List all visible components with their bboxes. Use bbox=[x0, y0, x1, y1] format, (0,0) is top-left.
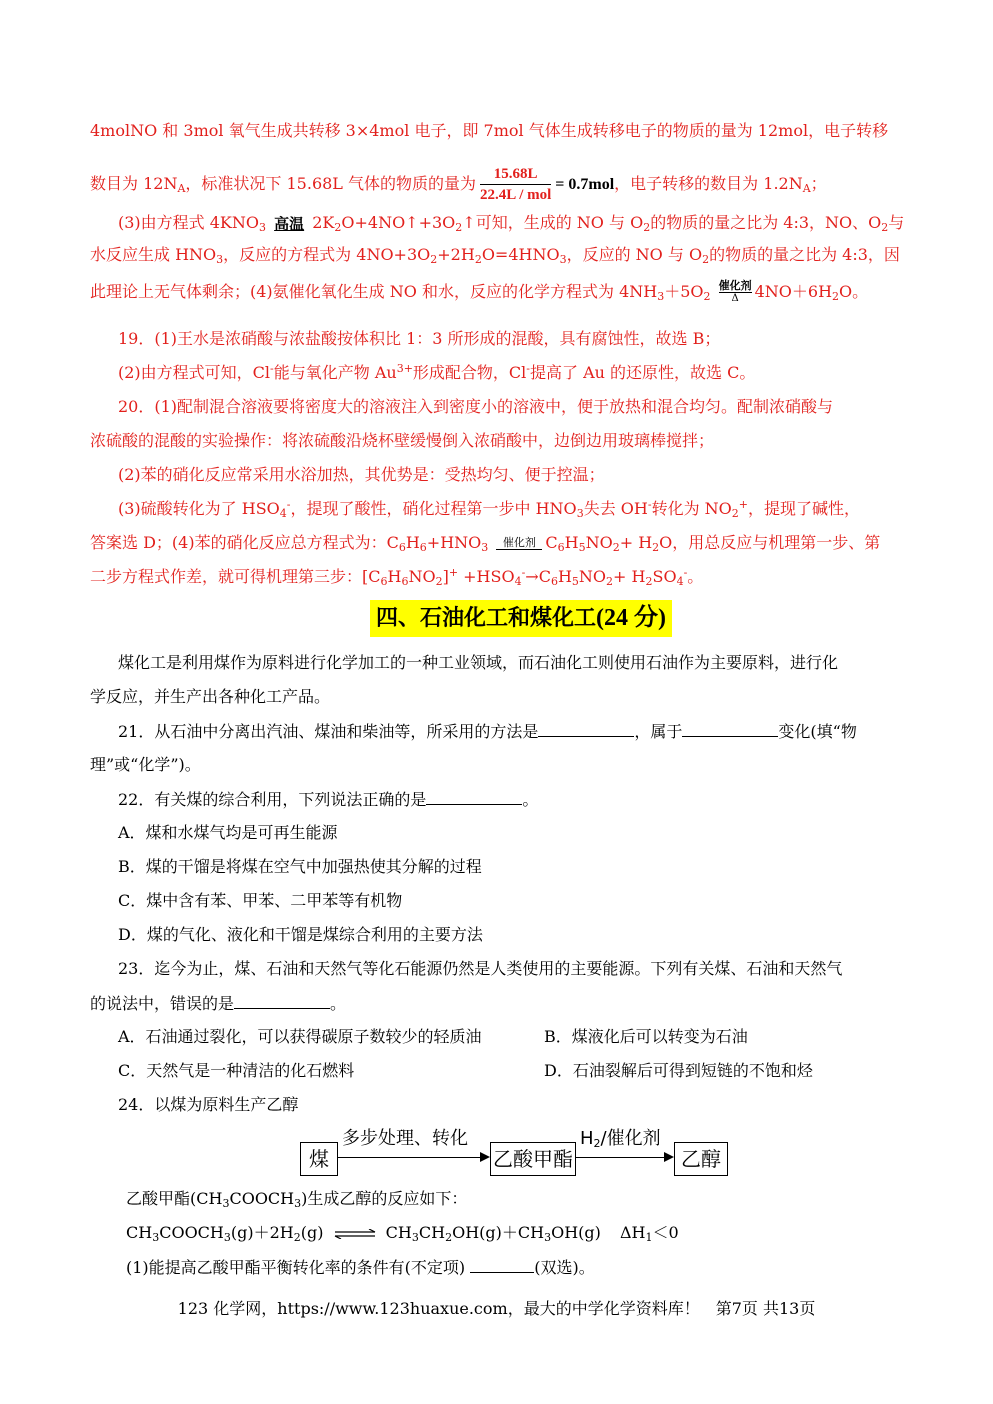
question-24-1: (1)能提高乙酸甲酯平衡转化率的条件有(不定项) (双选)。 bbox=[126, 1258, 595, 1277]
answer-line: 答案选 D；(4)苯的硝化反应总方程式为：$C_6H_6+HNO_3$ 催化剂 $C_6H_5NO_2+ H_2O$，用总反应与机理第一步、第 bbox=[90, 533, 881, 554]
question-21: 21．从石油中分离出汽油、煤油和柴油等，所采用的方法是 ，属于 变化(填“物 bbox=[118, 722, 857, 741]
option-c[interactable]: C．天然气是一种清洁的化石燃料 bbox=[118, 1061, 355, 1080]
answer-line: (2)苯的硝化反应常采用水浴加热，其优势是：受热均匀、便于控温； bbox=[118, 465, 605, 484]
reaction-equation: $CH_3COOCH_3(g)+2H_2(g)$ $CH_3CH_2OH(g)+CH_3OH(g)$ $\Delta H_1<0$ bbox=[126, 1223, 679, 1244]
answer-line: (3)由方程式 $4KNO_3$ 高温 $2K_2O+4NO↑+3O_2↑$可知，生成的 NO 与 $O_2$的物质的量之比为 4:3，NO、$O_2$与 bbox=[118, 213, 905, 234]
equilibrium-arrow-icon bbox=[333, 1229, 377, 1239]
option-b[interactable]: B．煤液化后可以转变为石油 bbox=[544, 1027, 748, 1046]
flow-arrow-label: $H_2/$催化剂 bbox=[580, 1128, 661, 1150]
question-24-desc: 乙酸甲酯$(CH_3COOCH_3)$生成乙醇的反应如下： bbox=[126, 1189, 468, 1210]
answer-blank[interactable] bbox=[470, 1256, 534, 1273]
answer-line: 浓硫酸的混酸的实验操作：将浓硫酸沿烧杯壁缓慢倒入浓硝酸中，边倒边用玻璃棒搅拌； bbox=[90, 431, 715, 450]
flow-box-ethanol: 乙醇 bbox=[674, 1142, 728, 1176]
answer-line: 二步方程式作差，就可得机理第三步：$[C_6H_6NO_2]^+ +HSO_4^-\to C_6H_5NO_2+ H_2SO_4^-$。 bbox=[90, 566, 704, 588]
answer-line: 20．(1)配制混合溶液要将密度大的溶液注入到密度小的溶液中，便于放热和混合均匀。配制浓硝酸与 bbox=[118, 397, 834, 416]
option-d[interactable]: D．煤的气化、液化和干馏是煤综合利用的主要方法 bbox=[118, 925, 483, 944]
flow-arrow bbox=[338, 1157, 488, 1158]
answer-line: 数目为 $12N_A$，标准状况下 15.68L 气体的物质的量为 $\frac{15.68L}{\text{22.4L / mol}}$ = 0.7mol，电子转移的数目为 $1.2N_A$； bbox=[90, 166, 827, 203]
answer-blank[interactable] bbox=[426, 788, 522, 805]
question-23: 23．迄今为止，煤、石油和天然气等化石能源仍然是人类使用的主要能源。下列有关煤、石油和天然气 bbox=[118, 959, 843, 978]
answer-line: 4molNO 和 3mol 氧气生成共转移 3×4mol 电子，即 7mol 气体生成转移电子的物质的量为 12mol，电子转移 bbox=[90, 121, 889, 140]
option-a[interactable]: A．石油通过裂化，可以获得碳原子数较少的轻质油 bbox=[118, 1027, 482, 1046]
answer-line: 此理论上无气体剩余；(4)氨催化氧化生成 NO 和水，反应的化学方程式为 $4NH_3+5O_2$ 催化剂 Δ $4NO+6H_2O$。 bbox=[90, 279, 869, 304]
question-23-cont: 的说法中，错误的是 。 bbox=[90, 994, 347, 1013]
flow-box-coal: 煤 bbox=[300, 1142, 338, 1176]
page-footer: 123 化学网，https://www.123huaxue.com，最大的中学化学资料库！ 第7页 共13页 bbox=[177, 1299, 816, 1318]
intro-text: 煤化工是利用煤作为原料进行化学加工的一种工业领域，而石油化工则使用石油作为主要原料，进行化 bbox=[118, 653, 839, 672]
option-a[interactable]: A．煤和水煤气均是可再生能源 bbox=[118, 823, 338, 842]
flow-box-methyl-acetate: 乙酸甲酯 bbox=[490, 1142, 576, 1176]
answer-blank[interactable] bbox=[538, 720, 634, 737]
option-b[interactable]: B．煤的干馏是将煤在空气中加强热使其分解的过程 bbox=[118, 857, 482, 876]
question-21-cont: 理”或“化学”)。 bbox=[90, 755, 201, 774]
option-c[interactable]: C．煤中含有苯、甲苯、二甲苯等有机物 bbox=[118, 891, 403, 910]
answer-blank[interactable] bbox=[234, 992, 330, 1009]
answer-line: (3)硫酸转化为了 $HSO_4^-$，提现了酸性，硝化过程第一步中 $HNO_3$失去 OH-转化为 $NO_2^+$，提现了碱性， bbox=[118, 498, 861, 520]
question-22: 22．有关煤的综合利用，下列说法正确的是 。 bbox=[118, 790, 539, 809]
flow-arrow-label: 多步处理、转化 bbox=[342, 1128, 468, 1149]
fraction: $\frac{15.68L}{\text{22.4L / mol}}$ bbox=[480, 166, 552, 203]
intro-text: 学反应，并生产出各种化工产品。 bbox=[90, 687, 331, 706]
question-24: 24．以煤为原料生产乙醇 bbox=[118, 1095, 299, 1114]
reaction-condition: 催化剂 Δ bbox=[718, 279, 752, 304]
reaction-condition: 高温 bbox=[274, 214, 305, 233]
answer-blank[interactable] bbox=[682, 720, 778, 737]
answer-line: 水反应生成 $HNO_3$，反应的方程式为 $4NO+3O_2+2H_2O=4HNO_3$，反应的 NO 与 $O_2$的物质的量之比为 4:3，因 bbox=[90, 245, 900, 266]
section-heading: 四、石油化工和煤化工(24 分) bbox=[370, 600, 672, 637]
answer-line: (2)由方程式可知，Cl-能与氧化产物 $Au^{3+}$形成配合物，Cl-提高了 Au 的还原性，故选 C。 bbox=[118, 362, 756, 382]
reaction-condition: 催化剂 bbox=[496, 537, 542, 550]
answer-line: 19．(1)王水是浓硝酸与浓盐酸按体积比 1：3 所形成的混酸，具有腐蚀性，故选 B； bbox=[118, 329, 721, 348]
process-flow-diagram bbox=[300, 1128, 730, 1178]
flow-arrow bbox=[576, 1157, 672, 1158]
option-d[interactable]: D．石油裂解后可得到短链的不饱和烃 bbox=[544, 1061, 813, 1080]
